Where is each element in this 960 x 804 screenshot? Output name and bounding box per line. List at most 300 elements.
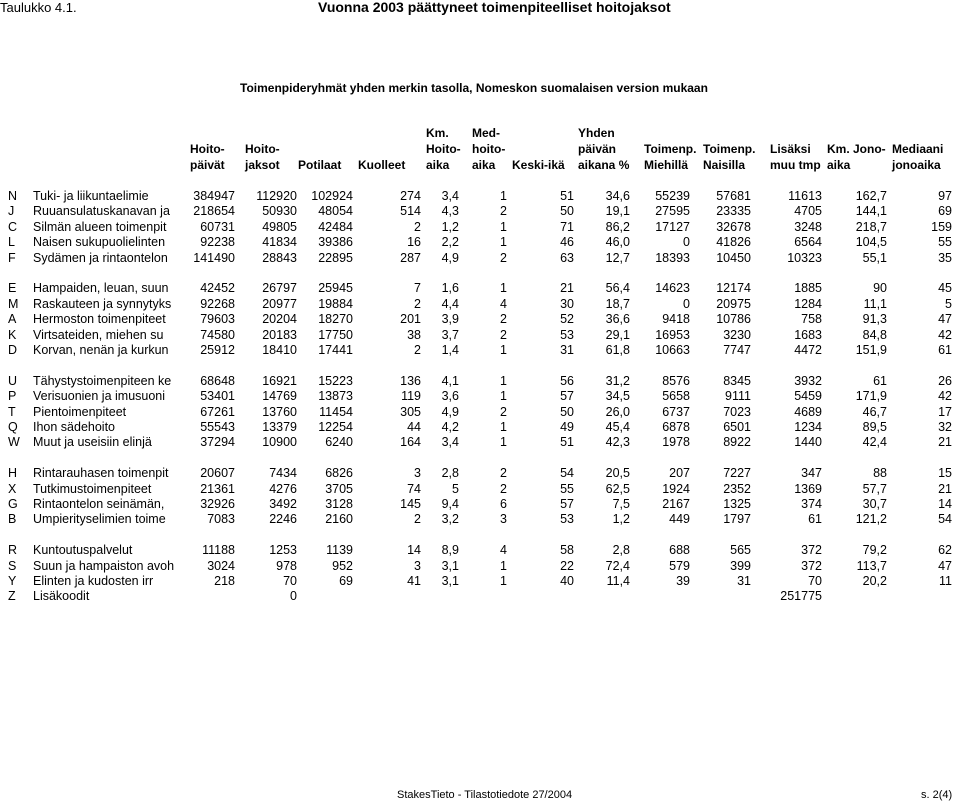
cell-hoitopaivat: 32926 [200,497,235,511]
cell-kuolleet: 3 [414,558,421,573]
row-code: K [8,327,17,342]
cell-km-hoitoaika: 3,1 [441,574,459,588]
row-code: P [8,389,17,404]
cell-km-hoitoaika: 4,2 [441,420,459,434]
cell-toimenp-naisilla: 8922 [723,435,751,450]
cell-mediaani-jonoaika: 5 [945,296,952,311]
cell-kuolleet: 145 [400,497,421,511]
cell-mediaani-jonoaika: 42 [938,389,952,404]
cell-yhden-paivan-aikana: 46,0 [605,235,630,250]
column-header-line: Med- [472,126,500,140]
cell-hoitojaksot: 20183 [262,327,297,342]
cell-hoitopaivat: 3024 [207,558,235,573]
table-row [0,405,960,419]
cell-kuolleet: 14 [407,543,421,558]
cell-toimenp-naisilla: 1325 [723,497,751,511]
cell-med-hoitoaika: 1 [500,219,507,234]
cell-mediaani-jonoaika: 47 [938,312,952,327]
cell-toimenp-naisilla: 10450 [716,250,751,265]
cell-km-hoitoaika: 1,2 [441,219,459,234]
cell-toimenp-miehilla: 17127 [655,219,690,234]
cell-hoitojaksot: 26797 [262,281,297,296]
row-code: D [8,343,18,357]
row-code: Y [8,574,17,588]
row-label: Tuki- ja liikuntaelimie [33,189,149,203]
cell-toimenp-naisilla: 10786 [716,312,751,327]
cell-med-hoitoaika: 1 [500,558,507,573]
cell-toimenp-miehilla: 6737 [662,404,690,419]
cell-lisaksi-muu-tmp: 251775 [780,589,822,604]
cell-hoitojaksot: 3492 [269,497,297,511]
cell-mediaani-jonoaika: 26 [938,373,952,388]
row-label: Naisen sukupuolielinten [33,235,166,250]
table-row [0,312,960,326]
cell-kuolleet: 2 [414,219,421,234]
cell-hoitojaksot: 16921 [262,373,297,388]
cell-toimenp-miehilla: 688 [669,543,690,558]
cell-km-jonoaika: 104,5 [855,235,887,250]
cell-keski-ika: 53 [560,512,574,527]
cell-med-hoitoaika: 1 [500,574,507,588]
cell-hoitojaksot: 13379 [262,420,297,434]
cell-km-hoitoaika: 4,1 [441,373,459,388]
cell-med-hoitoaika: 2 [500,204,507,219]
cell-lisaksi-muu-tmp: 372 [801,543,822,558]
row-code: B [8,512,17,527]
column-header-line: hoito- [472,142,506,156]
cell-km-hoitoaika: 3,4 [441,435,459,450]
cell-km-jonoaika: 90 [873,281,887,296]
cell-lisaksi-muu-tmp: 4472 [794,343,822,357]
cell-km-hoitoaika: 2,8 [441,466,459,481]
cell-yhden-paivan-aikana: 56,4 [605,281,630,296]
cell-hoitojaksot: 50930 [262,204,297,219]
column-header-line: Kuolleet [358,158,406,172]
cell-med-hoitoaika: 2 [500,466,507,481]
cell-km-jonoaika: 218,7 [855,219,887,234]
cell-lisaksi-muu-tmp: 70 [808,574,822,588]
cell-toimenp-naisilla: 31 [737,574,751,588]
cell-kuolleet: 2 [414,512,421,527]
cell-km-hoitoaika: 1,6 [441,281,459,296]
column-header-line: Km. [426,126,449,140]
cell-keski-ika: 31 [560,343,574,357]
cell-hoitopaivat: 79603 [200,312,235,327]
cell-keski-ika: 71 [560,219,574,234]
row-code: F [8,250,16,265]
row-code: A [8,312,17,327]
cell-kuolleet: 7 [414,281,421,296]
cell-lisaksi-muu-tmp: 4689 [794,404,822,419]
cell-potilaat: 102924 [311,189,353,203]
cell-potilaat: 12254 [318,420,353,434]
cell-kuolleet: 2 [414,343,421,357]
cell-toimenp-naisilla: 41826 [716,235,751,250]
row-label: Virtsateiden, miehen su [33,327,164,342]
cell-potilaat: 19884 [318,296,353,311]
cell-toimenp-naisilla: 2352 [723,481,751,496]
cell-mediaani-jonoaika: 11 [939,574,952,588]
cell-hoitopaivat: 218654 [193,204,235,219]
table-row [0,559,960,573]
row-code: S [8,558,17,573]
cell-yhden-paivan-aikana: 18,7 [605,296,630,311]
column-header-line: päivän [578,142,617,156]
cell-yhden-paivan-aikana: 19,1 [605,204,630,219]
cell-keski-ika: 49 [560,420,574,434]
column-header-line: Hoito- [245,142,280,156]
cell-lisaksi-muu-tmp: 758 [801,312,822,327]
cell-km-jonoaika: 151,9 [855,343,887,357]
cell-toimenp-naisilla: 7023 [723,404,751,419]
cell-km-jonoaika: 91,3 [862,312,887,327]
row-code: J [8,204,15,219]
cell-mediaani-jonoaika: 14 [938,497,952,511]
cell-mediaani-jonoaika: 54 [938,512,952,527]
cell-lisaksi-muu-tmp: 3248 [794,219,822,234]
cell-yhden-paivan-aikana: 36,6 [605,312,630,327]
cell-keski-ika: 50 [560,204,574,219]
page-subtitle: Toimenpideryhmät yhden merkin tasolla, Nomeskon suomalaisen version mukaan [240,81,708,95]
table-row [0,589,960,603]
cell-med-hoitoaika: 4 [500,296,507,311]
cell-mediaani-jonoaika: 21 [938,481,952,496]
cell-km-hoitoaika: 3,1 [441,558,459,573]
cell-mediaani-jonoaika: 47 [938,558,952,573]
cell-km-hoitoaika: 8,9 [441,543,459,558]
cell-km-jonoaika: 144,1 [855,204,887,219]
cell-hoitojaksot: 2246 [269,512,297,527]
cell-hoitojaksot: 20204 [262,312,297,327]
cell-kuolleet: 164 [400,435,421,450]
column-header-line: Toimenp. [703,142,756,156]
cell-lisaksi-muu-tmp: 1885 [794,281,822,296]
cell-hoitopaivat: 55543 [200,420,235,434]
cell-toimenp-naisilla: 23335 [716,204,751,219]
table-row [0,420,960,434]
cell-km-hoitoaika: 4,9 [441,404,459,419]
cell-toimenp-naisilla: 9111 [725,389,751,404]
cell-hoitopaivat: 67261 [200,404,235,419]
row-label: Rintaontelon seinämän, [33,497,165,511]
cell-hoitojaksot: 1253 [269,543,297,558]
cell-mediaani-jonoaika: 97 [938,189,952,203]
cell-kuolleet: 305 [400,404,421,419]
cell-toimenp-naisilla: 565 [730,543,751,558]
cell-km-jonoaika: 61 [873,373,887,388]
cell-km-jonoaika: 30,7 [862,497,887,511]
cell-km-jonoaika: 79,2 [862,543,887,558]
cell-med-hoitoaika: 1 [500,389,507,404]
cell-lisaksi-muu-tmp: 61 [808,512,822,527]
cell-toimenp-naisilla: 399 [730,558,751,573]
row-code: W [8,435,20,450]
row-label: Tutkimustoimenpiteet [33,481,152,496]
cell-km-hoitoaika: 5 [452,481,459,496]
row-label: Lisäkoodit [33,589,90,604]
cell-potilaat: 11454 [319,404,353,419]
cell-keski-ika: 56 [560,373,574,388]
cell-hoitojaksot: 20977 [262,296,297,311]
table-row [0,281,960,295]
cell-km-jonoaika: 121,2 [855,512,887,527]
cell-potilaat: 39386 [318,235,353,250]
cell-lisaksi-muu-tmp: 6564 [794,235,822,250]
cell-keski-ika: 58 [560,543,574,558]
cell-med-hoitoaika: 1 [500,189,507,203]
row-code: G [8,497,18,511]
cell-lisaksi-muu-tmp: 1284 [794,296,822,311]
row-code: N [8,189,18,203]
cell-hoitopaivat: 11188 [202,543,235,558]
row-label: Raskauteen ja synnytyks [33,296,172,311]
cell-toimenp-miehilla: 14623 [655,281,690,296]
cell-potilaat: 3128 [325,497,353,511]
cell-potilaat: 42484 [318,219,353,234]
cell-lisaksi-muu-tmp: 1440 [794,435,822,450]
cell-mediaani-jonoaika: 45 [938,281,952,296]
cell-lisaksi-muu-tmp: 10323 [787,250,822,265]
cell-hoitojaksot: 70 [283,574,297,588]
cell-potilaat: 18270 [318,312,353,327]
cell-km-jonoaika: 57,7 [862,481,887,496]
cell-hoitopaivat: 218 [214,574,235,588]
cell-toimenp-miehilla: 0 [683,235,690,250]
cell-toimenp-naisilla: 8345 [723,373,751,388]
cell-med-hoitoaika: 1 [500,373,507,388]
cell-yhden-paivan-aikana: 34,6 [605,189,630,203]
cell-hoitopaivat: 20607 [200,466,235,481]
cell-km-jonoaika: 11,1 [863,296,887,311]
column-header-line: jaksot [245,158,280,172]
row-label: Pientoimenpiteet [33,404,127,419]
cell-lisaksi-muu-tmp: 372 [801,558,822,573]
cell-potilaat: 17750 [318,327,353,342]
table-row [0,189,960,203]
cell-hoitojaksot: 18410 [262,343,297,357]
cell-yhden-paivan-aikana: 34,5 [605,389,630,404]
cell-km-jonoaika: 84,8 [862,327,887,342]
row-label: Rintarauhasen toimenpit [33,466,169,481]
cell-yhden-paivan-aikana: 20,5 [605,466,630,481]
cell-hoitojaksot: 978 [276,558,297,573]
row-code: R [8,543,18,558]
row-code: X [8,481,17,496]
row-code: E [8,281,17,296]
cell-hoitopaivat: 92238 [200,235,235,250]
table-row [0,512,960,526]
column-header-line: Toimenp. [644,142,697,156]
cell-kuolleet: 38 [407,327,421,342]
row-label: Elinten ja kudosten irr [33,574,154,588]
cell-toimenp-miehilla: 39 [676,574,690,588]
cell-lisaksi-muu-tmp: 5459 [794,389,822,404]
cell-potilaat: 69 [339,574,353,588]
cell-keski-ika: 50 [560,404,574,419]
cell-potilaat: 25945 [318,281,353,296]
column-header-line: Potilaat [298,158,342,172]
cell-keski-ika: 51 [560,189,574,203]
cell-hoitopaivat: 141490 [193,250,235,265]
row-label: Hermoston toimenpiteet [33,312,166,327]
cell-med-hoitoaika: 2 [500,312,507,327]
cell-keski-ika: 57 [560,497,574,511]
row-label: Sydämen ja rintaontelon [33,250,168,265]
column-header-line: Hoito- [190,142,225,156]
table-row [0,204,960,218]
cell-keski-ika: 51 [560,435,574,450]
cell-toimenp-miehilla: 579 [669,558,690,573]
column-header-line: aika [472,158,496,172]
cell-km-jonoaika: 171,9 [855,389,887,404]
cell-med-hoitoaika: 4 [500,543,507,558]
row-code: Q [8,420,18,434]
cell-km-jonoaika: 162,7 [855,189,887,203]
column-header-line: Km. Jono- [827,142,886,156]
cell-hoitopaivat: 53401 [200,389,235,404]
cell-keski-ika: 30 [560,296,574,311]
cell-keski-ika: 22 [560,558,574,573]
cell-km-hoitoaika: 3,9 [441,312,459,327]
cell-km-hoitoaika: 3,4 [441,189,459,203]
cell-toimenp-miehilla: 2167 [662,497,690,511]
cell-potilaat: 6240 [325,435,353,450]
cell-mediaani-jonoaika: 42 [938,327,952,342]
table-row [0,482,960,496]
cell-hoitojaksot: 49805 [262,219,297,234]
cell-kuolleet: 287 [400,250,421,265]
cell-km-jonoaika: 113,7 [856,558,887,573]
row-label: Korvan, nenän ja kurkun [33,343,169,357]
cell-hoitopaivat: 384947 [193,189,235,203]
cell-km-hoitoaika: 9,4 [441,497,459,511]
cell-lisaksi-muu-tmp: 1369 [794,481,822,496]
cell-toimenp-miehilla: 8576 [662,373,690,388]
cell-toimenp-naisilla: 3230 [723,327,751,342]
cell-hoitopaivat: 60731 [200,219,235,234]
cell-yhden-paivan-aikana: 86,2 [605,219,630,234]
cell-km-hoitoaika: 1,4 [441,343,459,357]
cell-yhden-paivan-aikana: 2,8 [612,543,630,558]
cell-km-jonoaika: 20,2 [862,574,887,588]
table-row [0,466,960,480]
column-header-line: aika [426,158,450,172]
cell-yhden-paivan-aikana: 29,1 [605,327,630,342]
cell-km-jonoaika: 89,5 [862,420,887,434]
cell-hoitopaivat: 7083 [207,512,235,527]
column-header-line: päivät [190,158,225,172]
cell-mediaani-jonoaika: 69 [938,204,952,219]
cell-kuolleet: 2 [414,296,421,311]
table-row [0,497,960,511]
cell-kuolleet: 74 [407,481,421,496]
cell-lisaksi-muu-tmp: 374 [801,497,822,511]
table-row [0,343,960,357]
cell-hoitopaivat: 42452 [200,281,235,296]
column-header-line: Lisäksi [770,142,811,156]
cell-kuolleet: 119 [401,389,421,404]
cell-keski-ika: 40 [560,574,574,588]
cell-km-jonoaika: 55,1 [862,250,887,265]
table-row [0,543,960,557]
cell-potilaat: 17441 [318,343,353,357]
table-row [0,251,960,265]
table-row [0,374,960,388]
cell-med-hoitoaika: 2 [500,327,507,342]
row-code: H [8,466,18,481]
table-row [0,389,960,403]
cell-hoitojaksot: 28843 [262,250,297,265]
cell-potilaat: 952 [332,558,353,573]
cell-toimenp-naisilla: 32678 [716,219,751,234]
cell-kuolleet: 274 [400,189,421,203]
cell-mediaani-jonoaika: 62 [938,543,952,558]
cell-keski-ika: 54 [560,466,574,481]
cell-mediaani-jonoaika: 35 [938,250,952,265]
cell-km-hoitoaika: 3,6 [441,389,459,404]
cell-mediaani-jonoaika: 61 [938,343,952,357]
cell-toimenp-miehilla: 1978 [662,435,690,450]
column-header-line: aika [827,158,851,172]
cell-lisaksi-muu-tmp: 347 [801,466,822,481]
cell-potilaat: 2160 [325,512,353,527]
cell-yhden-paivan-aikana: 62,5 [605,481,630,496]
column-header-line: Hoito- [426,142,461,156]
row-label: Silmän alueen toimenpit [33,219,167,234]
cell-med-hoitoaika: 1 [500,420,507,434]
cell-potilaat: 15223 [318,373,353,388]
row-label: Muut ja useisiin elinjä [33,435,152,450]
row-label: Ruuansulatuskanavan ja [33,204,170,219]
row-label: Kuntoutuspalvelut [33,543,133,558]
cell-kuolleet: 201 [400,312,421,327]
row-code: L [8,235,15,250]
cell-mediaani-jonoaika: 17 [938,404,952,419]
cell-med-hoitoaika: 1 [500,281,507,296]
cell-mediaani-jonoaika: 15 [938,466,952,481]
cell-km-jonoaika: 46,7 [862,404,887,419]
column-header-line: Mediaani [892,142,944,156]
cell-toimenp-naisilla: 1797 [723,512,751,527]
cell-toimenp-miehilla: 18393 [655,250,690,265]
cell-toimenp-naisilla: 57681 [716,189,751,203]
cell-toimenp-naisilla: 7227 [723,466,751,481]
cell-kuolleet: 136 [400,373,421,388]
cell-potilaat: 13873 [318,389,353,404]
column-header-line: aikana % [578,158,630,172]
cell-yhden-paivan-aikana: 12,7 [605,250,630,265]
row-label: Umpierityselimien toime [33,512,166,527]
cell-med-hoitoaika: 1 [500,343,507,357]
cell-med-hoitoaika: 6 [500,497,507,511]
cell-toimenp-naisilla: 12174 [716,281,751,296]
cell-toimenp-miehilla: 55239 [655,189,690,203]
cell-toimenp-naisilla: 7747 [723,343,751,357]
cell-med-hoitoaika: 1 [500,235,507,250]
cell-yhden-paivan-aikana: 72,4 [605,558,630,573]
cell-hoitojaksot: 10900 [262,435,297,450]
table-number: Taulukko 4.1. [0,0,77,15]
column-header-line: Miehillä [644,158,689,172]
column-header-line: Keski-ikä [512,158,565,172]
cell-keski-ika: 21 [560,281,574,296]
cell-toimenp-naisilla: 6501 [723,420,751,434]
cell-kuolleet: 41 [407,574,421,588]
cell-keski-ika: 52 [560,312,574,327]
cell-toimenp-miehilla: 207 [669,466,690,481]
cell-keski-ika: 53 [560,327,574,342]
cell-kuolleet: 44 [407,420,421,434]
